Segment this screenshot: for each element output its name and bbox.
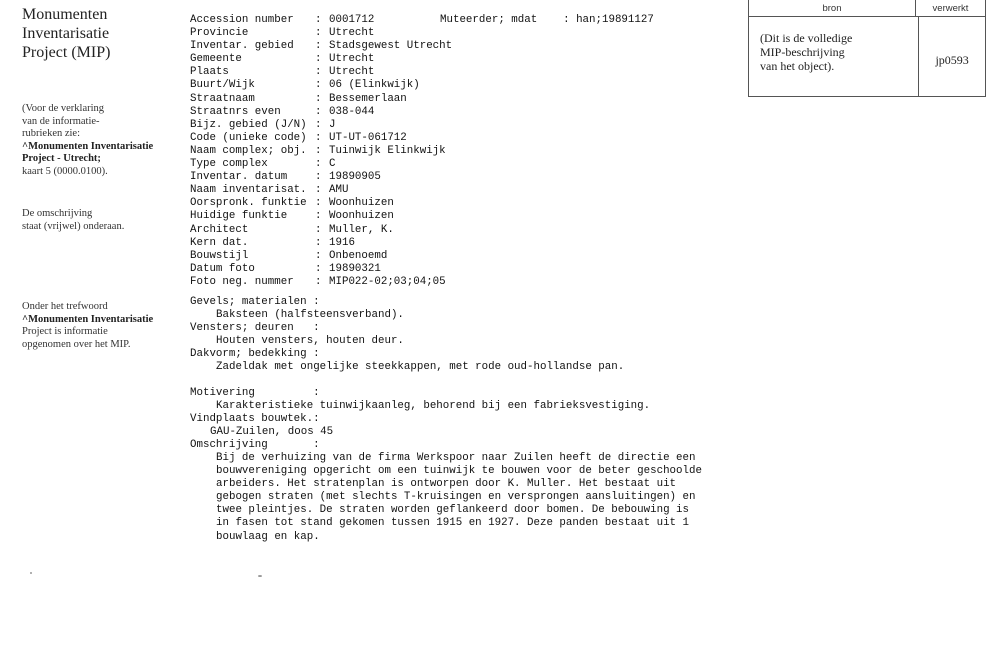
field-separator: :	[315, 118, 322, 131]
field-value: Utrecht	[329, 53, 375, 66]
verwerkt-header: verwerkt	[932, 2, 969, 14]
field-separator: :	[315, 40, 322, 53]
omschrijving-text: Bij de verhuizing van de firma Werkspoor naar Zuilen heeft de directie een bouwvereniging opgericht om een tuinwijk te bouwen voor de beter geschoolde arbeiders. Het stratenplan is ontworpen door K. Muller. Het bestaat uit gebogen straten (met slechts T-kruisingen en versprongen aansluitingen) en twee pleintjes. De straten worden geflankeerd door bomen. De bebouwing is in fasen tot stand gekomen tussen 1915 en 1927. Deze panden bestaat uit 1 bouwlaag en kap.	[216, 452, 702, 543]
field-separator: :	[315, 249, 322, 262]
field-separator: :	[315, 210, 322, 223]
record-field-row	[190, 197, 745, 210]
omschrijving-heading: Omschrijving :	[190, 438, 320, 451]
sidebar-note-omschrijving	[22, 208, 182, 233]
field-separator: :	[315, 53, 322, 66]
field-label: Inventar. gebied	[190, 40, 294, 53]
field-value: 0001712	[329, 14, 375, 26]
gevels-text: Baksteen (halfsteensverband).	[216, 309, 404, 322]
field-value: Utrecht	[329, 27, 375, 40]
field-label: Architect	[190, 223, 249, 236]
field-value: 06 (Elinkwijk)	[329, 79, 420, 92]
field-separator: :	[315, 236, 322, 249]
field-label: Naam inventarisat.	[190, 184, 307, 197]
gevels-heading: Gevels; materialen :	[190, 295, 320, 308]
field-value: AMU	[329, 184, 349, 197]
field-label: Code (unieke code)	[190, 131, 307, 144]
mip-title-line: Project (MIP)	[22, 44, 111, 61]
field-label: Foto neg. nummer	[190, 275, 294, 288]
field-separator: :	[315, 275, 322, 288]
field-label: Bouwstijl	[190, 249, 249, 262]
record-field-row	[190, 224, 745, 237]
field-value: Stadsgewest Utrecht	[329, 40, 453, 53]
field-separator: :	[315, 27, 322, 40]
field-separator: :	[315, 158, 322, 171]
bron-table-body	[749, 17, 985, 96]
field-separator: :	[315, 14, 322, 26]
field-value: 038-044	[329, 105, 375, 118]
field-label: Straatnrs even	[190, 105, 281, 118]
note-line: De omschrijving	[22, 208, 93, 219]
record-field-row	[190, 276, 745, 289]
record-field-row	[190, 106, 745, 119]
record-fields	[190, 14, 745, 289]
vensters-text: Houten vensters, houten deur.	[216, 335, 404, 348]
field-label: Plaats	[190, 66, 229, 79]
field-separator: :	[315, 66, 322, 79]
record-field-row	[190, 250, 745, 263]
record-field-row	[190, 27, 745, 40]
dakvorm-heading: Dakvorm; bedekking :	[190, 348, 320, 361]
record-field-row	[190, 210, 745, 223]
record-field-row	[190, 263, 745, 276]
field-value: Woonhuizen	[329, 197, 394, 210]
field-label: Buurt/Wijk	[190, 79, 255, 92]
motivering-text: Karakteristieke tuinwijkaanleg, behorend bij een fabrieksvestiging.	[216, 399, 651, 412]
muteerder-field: Muteerder; mdat : han;19891127	[440, 14, 654, 26]
field-separator: :	[315, 105, 322, 118]
field-value: Onbenoemd	[329, 249, 388, 262]
record-field-row	[190, 93, 745, 106]
mip-title-line: Inventarisatie	[22, 25, 110, 42]
field-value: Utrecht	[329, 66, 375, 79]
field-label: Oorspronk. funktie	[190, 197, 307, 210]
record-field-row	[190, 184, 745, 197]
note-line: opgenomen over het MIP.	[22, 338, 131, 350]
field-separator: :	[315, 197, 322, 210]
field-value: Bessemerlaan	[329, 92, 407, 105]
field-label: Provincie	[190, 27, 249, 40]
record-field-row	[190, 79, 745, 92]
mip-record	[190, 14, 745, 544]
field-label: Straatnaam	[190, 92, 255, 105]
note-line: van de informatie-	[22, 115, 100, 127]
field-separator: :	[315, 171, 322, 184]
note-line: ^Monumenten Inventarisatie	[22, 140, 154, 152]
record-field-row	[190, 132, 745, 145]
field-value: Tuinwijk Elinkwijk	[329, 144, 446, 157]
field-value: 19890321	[329, 262, 381, 275]
record-field-row	[190, 237, 745, 250]
field-label: Datum foto	[190, 262, 255, 275]
field-value: MIP022-02;03;04;05	[329, 275, 446, 288]
dakvorm-text: Zadeldak met ongelijke steekkappen, met rode oud-hollandse pan.	[216, 361, 625, 374]
field-label: Type complex	[190, 158, 268, 171]
note-line: Project is informatie	[22, 326, 108, 337]
scan-speck	[30, 572, 32, 574]
vindplaats-heading: Vindplaats bouwtek.:	[190, 412, 320, 425]
field-separator: :	[315, 262, 322, 275]
bron-cell: (Dit is de volledige MIP-beschrijving van het object).	[749, 17, 919, 96]
verwerkt-cell: jp0593	[935, 53, 969, 67]
sidebar	[22, 5, 182, 62]
note-line: staat (vrijwel) onderaan.	[22, 220, 125, 232]
field-separator: :	[315, 144, 322, 157]
note-line: kaart 5 (0000.0100).	[22, 165, 108, 177]
field-label: Bijz. gebied (J/N)	[190, 118, 307, 131]
mip-title-line: Monumenten	[22, 6, 108, 23]
field-label: Accession number	[190, 14, 294, 26]
record-field-row	[190, 158, 745, 171]
bron-table-header	[749, 0, 985, 17]
record-field-row	[190, 119, 745, 132]
field-label: Gemeente	[190, 53, 242, 66]
note-line: Project - Utrecht;	[22, 153, 101, 164]
note-line: (Voor de verklaring	[22, 103, 105, 114]
sidebar-note-trefwoord	[22, 301, 182, 351]
note-line: ^Monumenten Inventarisatie	[22, 313, 154, 325]
field-separator: :	[315, 223, 322, 236]
scan-speck	[258, 575, 262, 577]
field-value: 1916	[329, 236, 355, 249]
note-line: Onder het trefwoord	[22, 301, 108, 312]
field-value: Muller, K.	[329, 223, 394, 236]
record-field-row	[190, 66, 745, 79]
field-value: UT-UT-061712	[329, 131, 407, 144]
motivering-heading: Motivering :	[190, 386, 320, 399]
field-label: Inventar. datum	[190, 171, 288, 184]
record-field-row	[190, 53, 745, 66]
bron-header: bron	[749, 0, 916, 16]
field-value: Woonhuizen	[329, 210, 394, 223]
mip-title	[22, 5, 182, 62]
record-field-row	[190, 171, 745, 184]
vindplaats-text: GAU-Zuilen, doos 45	[210, 425, 334, 438]
field-label: Naam complex; obj.	[190, 144, 307, 157]
field-separator: :	[315, 131, 322, 144]
sidebar-note-verklaring	[22, 103, 182, 178]
field-value: C	[329, 158, 336, 171]
record-field-row	[190, 40, 745, 53]
field-label: Huidige funktie	[190, 210, 288, 223]
field-value: 19890905	[329, 171, 381, 184]
record-field-row	[190, 145, 745, 158]
vensters-heading: Vensters; deuren :	[190, 322, 320, 335]
field-label: Kern dat.	[190, 236, 249, 249]
field-separator: :	[315, 79, 322, 92]
note-line: rubrieken zie:	[22, 128, 81, 139]
field-separator: :	[315, 184, 322, 197]
field-value: J	[329, 118, 336, 131]
field-separator: :	[315, 92, 322, 105]
bron-table	[748, 0, 986, 97]
